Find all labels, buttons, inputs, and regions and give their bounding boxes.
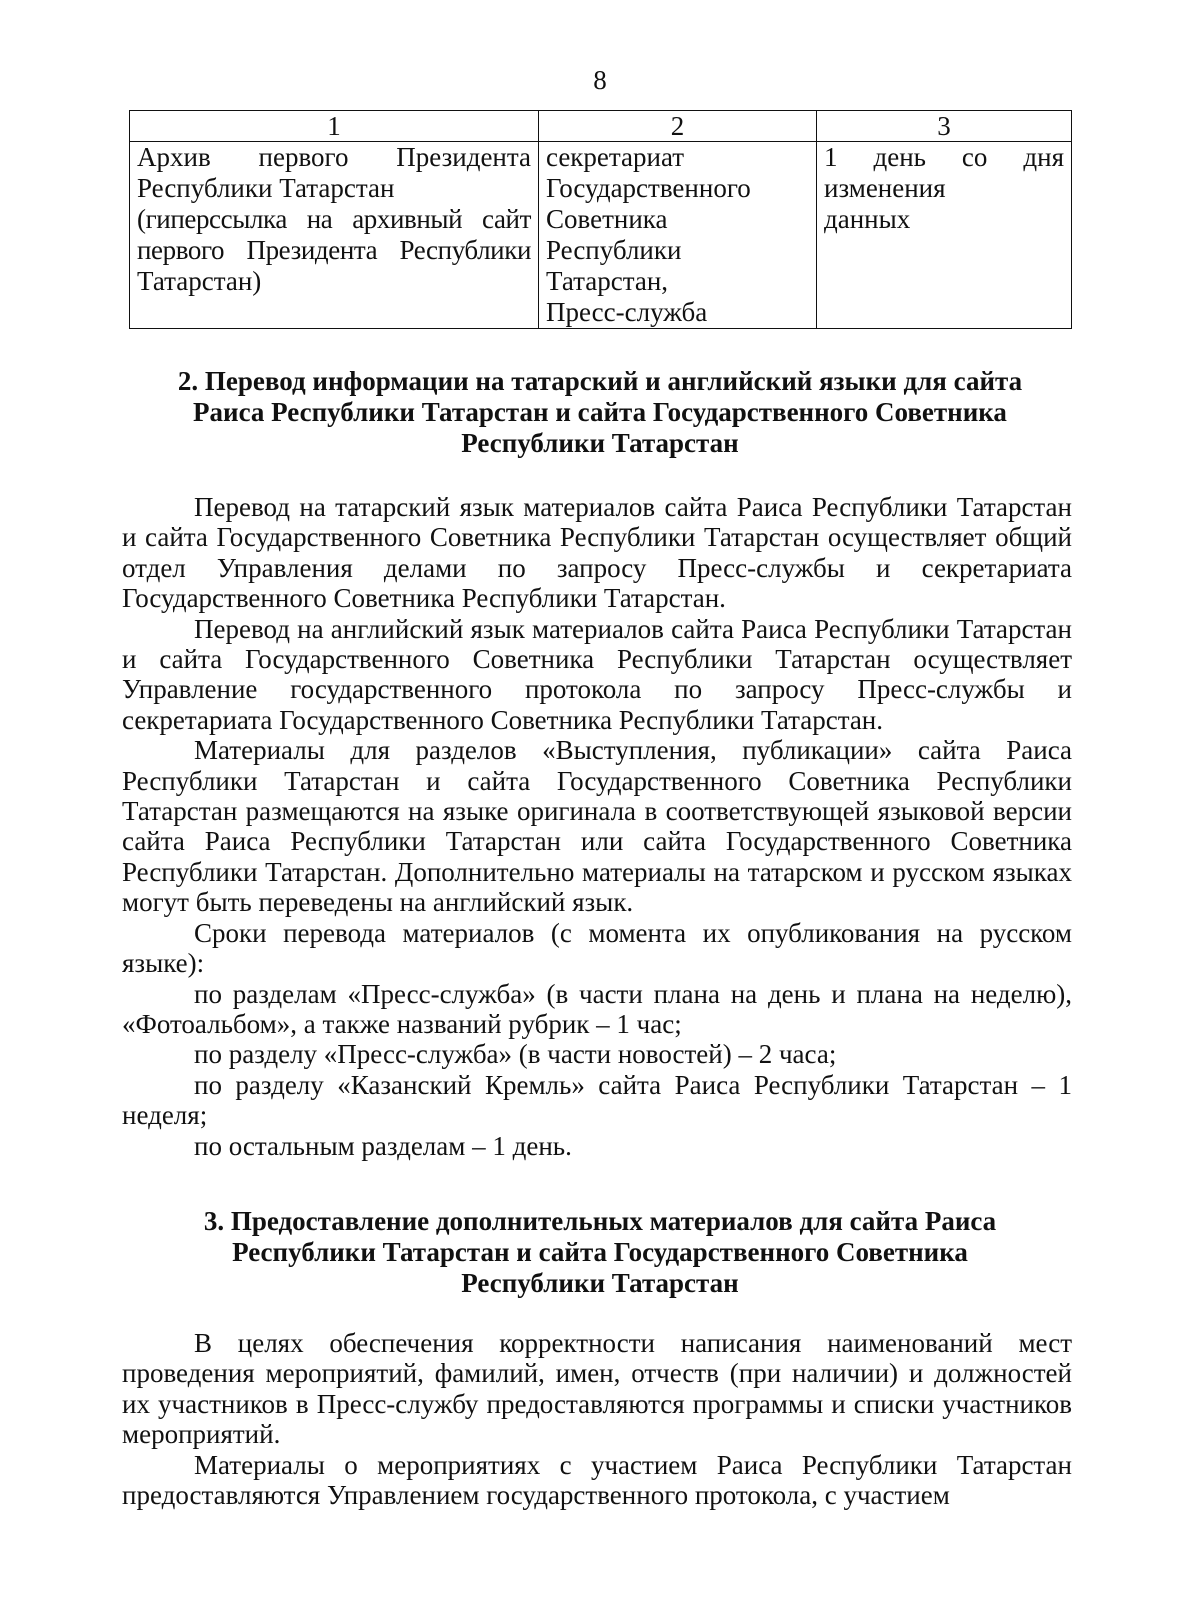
heading-line: 3. Предоставление дополнительных материалов для сайта Раиса	[203, 1206, 997, 1236]
heading-line: Республики Татарстан и сайта Государственного Советника	[232, 1237, 968, 1267]
heading-line: Раиса Республики Татарстан и сайта Государственного Советника	[193, 397, 1007, 427]
cell-line: первого Президента Республики	[137, 235, 531, 265]
paragraph: по остальным разделам – 1 день.	[194, 1130, 572, 1161]
cell-line: данных	[824, 204, 911, 234]
section-2-body	[122, 492, 1072, 1161]
paragraph: В целях обеспечения корректности написания наименований мест проведения мероприятий, фамилий, имен, отчеств (при наличии) и должностей их участников в Пресс-службу предоставляются программы и списки участников мероприятий.	[122, 1328, 1072, 1450]
section-2-heading	[130, 366, 1070, 459]
table-header-cell: 1	[130, 111, 539, 142]
section-3-body	[122, 1328, 1072, 1510]
cell-line: Республики	[546, 235, 682, 265]
table-cell-resource	[130, 142, 539, 329]
cell-line: секретариат	[546, 142, 685, 172]
paragraph: Материалы о мероприятиях с участием Раиса Республики Татарстан предоставляются Управлением государственного протокола, с участием	[122, 1449, 1072, 1511]
cell-line: изменения	[824, 173, 946, 203]
table-header-row	[130, 111, 1072, 142]
cell-line: Архив первого Президента	[137, 142, 531, 172]
page-number: 8	[593, 65, 607, 95]
cell-line: Республики Татарстан	[137, 173, 395, 203]
cell-line: 1 день со дня	[824, 142, 1064, 172]
table-cell-responsible	[539, 142, 817, 329]
table-row	[130, 142, 1072, 329]
cell-line: (гиперссылка на архивный сайт	[137, 204, 531, 234]
paragraph: Сроки перевода материалов (с момента их опубликования на русском языке):	[122, 917, 1072, 979]
cell-line: Государственного	[546, 173, 751, 203]
cell-line: Татарстан)	[137, 266, 262, 296]
cell-line: Советника	[546, 204, 668, 234]
table-cell-deadline	[817, 142, 1072, 329]
table-header-cell: 2	[539, 111, 817, 142]
heading-line: Республики Татарстан	[461, 1268, 739, 1298]
heading-line: 2. Перевод информации на татарский и английский языки для сайта	[177, 366, 1023, 396]
paragraph: Перевод на английский язык материалов сайта Раиса Республики Татарстан и сайта Государственного Советника Республики Татарстан осуществляет Управление государственного протокола по запросу Пресс-службы и секретариата Государственного Советника Республики Татарстан.	[122, 613, 1072, 735]
paragraph: по разделу «Пресс-служба» (в части новостей) – 2 часа;	[194, 1039, 837, 1070]
heading-line: Республики Татарстан	[461, 428, 739, 458]
cell-line: Татарстан,	[546, 266, 669, 296]
section-3-heading	[130, 1206, 1070, 1299]
paragraph: по разделам «Пресс-служба» (в части плана на день и плана на неделю), «Фотоальбом», а также названий рубрик – 1 час;	[122, 978, 1072, 1039]
paragraph: Перевод на татарский язык материалов сайта Раиса Республики Татарстан и сайта Государственного Советника Республики Татарстан осуществляет общий отдел Управления делами по запросу Пресс-службы и секретариата Государственного Советника Республики Татарстан.	[122, 492, 1072, 614]
paragraph: по разделу «Казанский Кремль» сайта Раиса Республики Татарстан – 1 неделя;	[122, 1069, 1072, 1131]
cell-line: Пресс-служба	[546, 297, 708, 327]
schedule-table	[129, 110, 1072, 329]
table-header-cell: 3	[817, 111, 1072, 142]
paragraph: Материалы для разделов «Выступления, публикации» сайта Раиса Республики Татарстан и сайта Государственного Советника Республики Татарстан размещаются на языке оригинала в соответствующей языковой версии сайта Раиса Республики Татарстан или сайта Государственного Советника Республики Татарстан. Дополнительно материалы на татарском и русском языках могут быть переведены на английский язык.	[122, 735, 1072, 918]
